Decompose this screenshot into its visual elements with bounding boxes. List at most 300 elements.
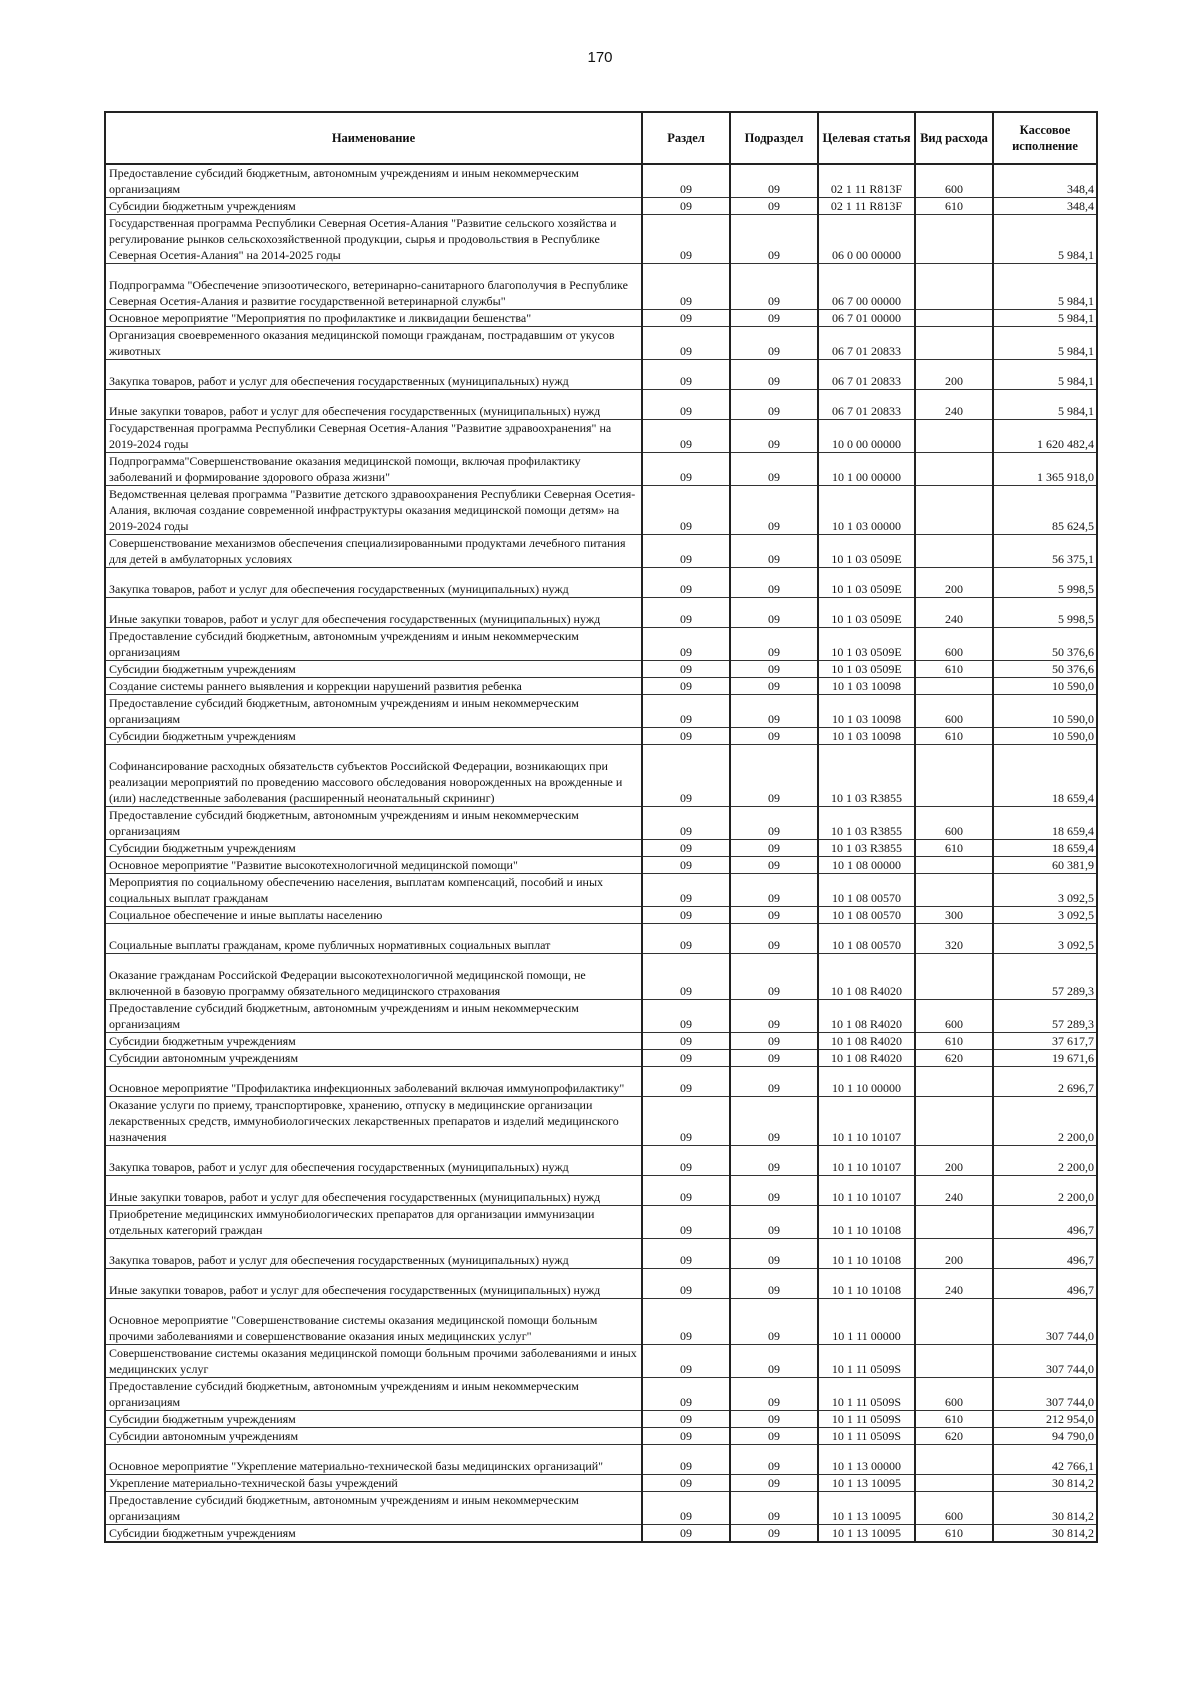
row-expense-type-cell: 300 — [915, 907, 993, 924]
table-row — [105, 215, 1097, 264]
row-subsection-cell: 09 — [730, 1269, 818, 1299]
row-amount-cell: 2 696,7 — [993, 1067, 1097, 1097]
row-section-cell: 09 — [642, 1239, 730, 1269]
row-amount-cell: 2 200,0 — [993, 1146, 1097, 1176]
table-body — [105, 164, 1097, 1542]
row-name-cell: Оказание услуги по приему, транспортировке, хранению, отпуску в медицинские организации лекарственных средств, иммунобиологических лекарственных препаратов и изделий медицинского назначения — [105, 1097, 642, 1146]
row-expense-type-cell: 600 — [915, 628, 993, 661]
row-expense-type-cell: 600 — [915, 1378, 993, 1411]
row-amount-cell: 3 092,5 — [993, 924, 1097, 954]
header-expense-type: Вид расхода — [915, 112, 993, 164]
row-expense-type-cell: 610 — [915, 840, 993, 857]
row-target-cell: 10 1 10 10107 — [818, 1146, 915, 1176]
row-amount-cell: 307 744,0 — [993, 1345, 1097, 1378]
row-section-cell: 09 — [642, 745, 730, 807]
row-expense-type-cell — [915, 453, 993, 486]
table-row — [105, 1475, 1097, 1492]
row-section-cell: 09 — [642, 486, 730, 535]
row-amount-cell: 85 624,5 — [993, 486, 1097, 535]
row-section-cell: 09 — [642, 215, 730, 264]
row-expense-type-cell: 200 — [915, 1239, 993, 1269]
row-subsection-cell: 09 — [730, 874, 818, 907]
table-row — [105, 678, 1097, 695]
row-name-cell: Основное мероприятие "Мероприятия по профилактике и ликвидации бешенства" — [105, 310, 642, 327]
row-expense-type-cell — [915, 215, 993, 264]
row-amount-cell: 42 766,1 — [993, 1445, 1097, 1475]
row-section-cell: 09 — [642, 598, 730, 628]
row-target-cell: 06 7 01 00000 — [818, 310, 915, 327]
row-name-cell: Субсидии автономным учреждениям — [105, 1050, 642, 1067]
row-subsection-cell: 09 — [730, 327, 818, 360]
row-target-cell: 10 1 08 R4020 — [818, 1033, 915, 1050]
row-section-cell: 09 — [642, 1492, 730, 1525]
row-subsection-cell: 09 — [730, 1097, 818, 1146]
row-section-cell: 09 — [642, 360, 730, 390]
header-target-item: Целевая статья — [818, 112, 915, 164]
row-amount-cell: 50 376,6 — [993, 628, 1097, 661]
row-expense-type-cell — [915, 857, 993, 874]
table-row — [105, 1525, 1097, 1543]
table-row — [105, 954, 1097, 1000]
row-target-cell: 06 7 01 20833 — [818, 360, 915, 390]
table-row — [105, 1411, 1097, 1428]
row-expense-type-cell: 240 — [915, 390, 993, 420]
table-row — [105, 1050, 1097, 1067]
row-name-cell: Субсидии бюджетным учреждениям — [105, 840, 642, 857]
row-amount-cell: 18 659,4 — [993, 840, 1097, 857]
row-name-cell: Субсидии бюджетным учреждениям — [105, 1525, 642, 1543]
table-row — [105, 164, 1097, 198]
row-subsection-cell: 09 — [730, 678, 818, 695]
row-amount-cell: 5 984,1 — [993, 310, 1097, 327]
row-subsection-cell: 09 — [730, 628, 818, 661]
row-target-cell: 02 1 11 R813F — [818, 198, 915, 215]
row-expense-type-cell: 610 — [915, 1033, 993, 1050]
row-target-cell: 10 1 03 0509E — [818, 628, 915, 661]
row-expense-type-cell: 610 — [915, 661, 993, 678]
row-amount-cell: 3 092,5 — [993, 907, 1097, 924]
row-amount-cell: 18 659,4 — [993, 745, 1097, 807]
row-target-cell: 10 1 13 10095 — [818, 1475, 915, 1492]
row-subsection-cell: 09 — [730, 598, 818, 628]
row-section-cell: 09 — [642, 840, 730, 857]
table-row — [105, 907, 1097, 924]
row-expense-type-cell: 600 — [915, 807, 993, 840]
row-amount-cell: 10 590,0 — [993, 678, 1097, 695]
row-section-cell: 09 — [642, 924, 730, 954]
row-subsection-cell: 09 — [730, 907, 818, 924]
row-expense-type-cell: 200 — [915, 360, 993, 390]
header-section: Раздел — [642, 112, 730, 164]
table-row — [105, 535, 1097, 568]
row-subsection-cell: 09 — [730, 924, 818, 954]
row-subsection-cell: 09 — [730, 1299, 818, 1345]
table-row — [105, 745, 1097, 807]
table-row — [105, 807, 1097, 840]
row-expense-type-cell — [915, 1299, 993, 1345]
row-target-cell: 10 1 03 R3855 — [818, 840, 915, 857]
row-amount-cell: 5 984,1 — [993, 360, 1097, 390]
row-section-cell: 09 — [642, 327, 730, 360]
budget-execution-table — [104, 111, 1098, 1543]
row-target-cell: 10 1 08 00570 — [818, 874, 915, 907]
row-section-cell: 09 — [642, 695, 730, 728]
row-expense-type-cell: 600 — [915, 164, 993, 198]
row-amount-cell: 10 590,0 — [993, 695, 1097, 728]
row-name-cell: Основное мероприятие "Профилактика инфекционных заболеваний включая иммунопрофилактику" — [105, 1067, 642, 1097]
row-name-cell: Основное мероприятие "Укрепление материально-технической базы медицинских организаций" — [105, 1445, 642, 1475]
row-name-cell: Софинансирование расходных обязательств субъектов Российской Федерации, возникающих при реализации мероприятий по проведению массового обследования новорожденных на врожденные и (или) наследственные заболевания (расширенный неонатальный скрининг) — [105, 745, 642, 807]
row-name-cell: Закупка товаров, работ и услуг для обеспечения государственных (муниципальных) нужд — [105, 1146, 642, 1176]
row-target-cell: 10 1 00 00000 — [818, 453, 915, 486]
row-target-cell: 10 1 11 00000 — [818, 1299, 915, 1345]
row-subsection-cell: 09 — [730, 1492, 818, 1525]
row-target-cell: 02 1 11 R813F — [818, 164, 915, 198]
table-row — [105, 1269, 1097, 1299]
row-target-cell: 10 1 03 10098 — [818, 728, 915, 745]
row-subsection-cell: 09 — [730, 857, 818, 874]
row-subsection-cell: 09 — [730, 1475, 818, 1492]
row-expense-type-cell — [915, 1345, 993, 1378]
row-amount-cell: 57 289,3 — [993, 954, 1097, 1000]
table-row — [105, 840, 1097, 857]
table-row — [105, 198, 1097, 215]
row-target-cell: 10 1 08 00570 — [818, 924, 915, 954]
header-name: Наименование — [105, 112, 642, 164]
row-section-cell: 09 — [642, 807, 730, 840]
row-subsection-cell: 09 — [730, 360, 818, 390]
row-target-cell: 06 7 00 00000 — [818, 264, 915, 310]
row-name-cell: Подпрограмма"Совершенствование оказания медицинской помощи, включая профилактику заболеваний и формирование здорового образа жизни" — [105, 453, 642, 486]
row-target-cell: 10 1 03 10098 — [818, 678, 915, 695]
row-target-cell: 10 1 11 0509S — [818, 1345, 915, 1378]
row-expense-type-cell: 620 — [915, 1050, 993, 1067]
row-target-cell: 10 1 10 10107 — [818, 1176, 915, 1206]
row-target-cell: 10 0 00 00000 — [818, 420, 915, 453]
row-amount-cell: 307 744,0 — [993, 1378, 1097, 1411]
row-target-cell: 10 1 11 0509S — [818, 1411, 915, 1428]
row-name-cell: Субсидии бюджетным учреждениям — [105, 728, 642, 745]
row-subsection-cell: 09 — [730, 420, 818, 453]
row-name-cell: Субсидии бюджетным учреждениям — [105, 661, 642, 678]
row-name-cell: Совершенствование системы оказания медицинской помощи больным прочими заболеваниями и иных медицинских услуг — [105, 1345, 642, 1378]
row-subsection-cell: 09 — [730, 840, 818, 857]
row-section-cell: 09 — [642, 1176, 730, 1206]
row-subsection-cell: 09 — [730, 1067, 818, 1097]
row-expense-type-cell: 610 — [915, 728, 993, 745]
header-subsection: Подраздел — [730, 112, 818, 164]
row-section-cell: 09 — [642, 1411, 730, 1428]
row-target-cell: 10 1 10 10108 — [818, 1269, 915, 1299]
table-row — [105, 1033, 1097, 1050]
row-section-cell: 09 — [642, 1345, 730, 1378]
row-target-cell: 10 1 03 R3855 — [818, 745, 915, 807]
row-target-cell: 10 1 03 10098 — [818, 695, 915, 728]
row-amount-cell: 30 814,2 — [993, 1525, 1097, 1543]
row-section-cell: 09 — [642, 1097, 730, 1146]
row-expense-type-cell: 240 — [915, 598, 993, 628]
row-amount-cell: 30 814,2 — [993, 1475, 1097, 1492]
row-subsection-cell: 09 — [730, 1239, 818, 1269]
table-row — [105, 1345, 1097, 1378]
row-expense-type-cell — [915, 310, 993, 327]
row-expense-type-cell — [915, 1475, 993, 1492]
row-amount-cell: 5 998,5 — [993, 598, 1097, 628]
row-amount-cell: 3 092,5 — [993, 874, 1097, 907]
table-row — [105, 264, 1097, 310]
row-expense-type-cell — [915, 1445, 993, 1475]
table-row — [105, 390, 1097, 420]
row-target-cell: 06 7 01 20833 — [818, 327, 915, 360]
table-row — [105, 360, 1097, 390]
row-expense-type-cell: 610 — [915, 1525, 993, 1543]
row-expense-type-cell: 600 — [915, 1000, 993, 1033]
table-row — [105, 874, 1097, 907]
row-amount-cell: 94 790,0 — [993, 1428, 1097, 1445]
row-subsection-cell: 09 — [730, 745, 818, 807]
row-amount-cell: 496,7 — [993, 1239, 1097, 1269]
row-subsection-cell: 09 — [730, 264, 818, 310]
row-amount-cell: 1 365 918,0 — [993, 453, 1097, 486]
row-subsection-cell: 09 — [730, 1206, 818, 1239]
table-row — [105, 1097, 1097, 1146]
table-row — [105, 453, 1097, 486]
row-name-cell: Иные закупки товаров, работ и услуг для обеспечения государственных (муниципальных) нужд — [105, 598, 642, 628]
row-name-cell: Укрепление материально-технической базы учреждений — [105, 1475, 642, 1492]
row-subsection-cell: 09 — [730, 1000, 818, 1033]
table-row — [105, 1176, 1097, 1206]
row-name-cell: Закупка товаров, работ и услуг для обеспечения государственных (муниципальных) нужд — [105, 1239, 642, 1269]
row-subsection-cell: 09 — [730, 695, 818, 728]
row-expense-type-cell — [915, 1067, 993, 1097]
row-name-cell: Субсидии бюджетным учреждениям — [105, 1411, 642, 1428]
row-section-cell: 09 — [642, 1428, 730, 1445]
row-section-cell: 09 — [642, 874, 730, 907]
row-section-cell: 09 — [642, 453, 730, 486]
row-subsection-cell: 09 — [730, 310, 818, 327]
table-row — [105, 486, 1097, 535]
table-row — [105, 568, 1097, 598]
row-section-cell: 09 — [642, 420, 730, 453]
row-section-cell: 09 — [642, 857, 730, 874]
row-target-cell: 10 1 03 R3855 — [818, 807, 915, 840]
row-section-cell: 09 — [642, 728, 730, 745]
row-name-cell: Ведомственная целевая программа "Развитие детского здравоохранения Республики Северная Осетия-Алания, включая создание современной инфраструктуры оказания медицинской помощи детям» на 2019-2024 годы — [105, 486, 642, 535]
row-name-cell: Создание системы раннего выявления и коррекции нарушений развития ребенка — [105, 678, 642, 695]
row-expense-type-cell — [915, 264, 993, 310]
table-row — [105, 1378, 1097, 1411]
row-section-cell: 09 — [642, 1000, 730, 1033]
row-name-cell: Закупка товаров, работ и услуг для обеспечения государственных (муниципальных) нужд — [105, 568, 642, 598]
row-target-cell: 06 0 00 00000 — [818, 215, 915, 264]
row-name-cell: Предоставление субсидий бюджетным, автономным учреждениям и иным некоммерческим организациям — [105, 1492, 642, 1525]
row-name-cell: Государственная программа Республики Северная Осетия-Алания "Развитие здравоохранения" на 2019-2024 годы — [105, 420, 642, 453]
row-amount-cell: 56 375,1 — [993, 535, 1097, 568]
table-row — [105, 310, 1097, 327]
row-section-cell: 09 — [642, 390, 730, 420]
row-name-cell: Совершенствование механизмов обеспечения специализированными продуктами лечебного питания для детей в амбулаторных условиях — [105, 535, 642, 568]
row-section-cell: 09 — [642, 1206, 730, 1239]
row-section-cell: 09 — [642, 661, 730, 678]
table-row — [105, 1146, 1097, 1176]
row-name-cell: Основное мероприятие "Развитие высокотехнологичной медицинской помощи" — [105, 857, 642, 874]
row-target-cell: 10 1 10 00000 — [818, 1067, 915, 1097]
row-target-cell: 10 1 10 10108 — [818, 1206, 915, 1239]
row-amount-cell: 10 590,0 — [993, 728, 1097, 745]
table-row — [105, 1000, 1097, 1033]
row-name-cell: Оказание гражданам Российской Федерации высокотехнологичной медицинской помощи, не включенной в базовую программу обязательного медицинского страхования — [105, 954, 642, 1000]
row-expense-type-cell — [915, 1097, 993, 1146]
row-subsection-cell: 09 — [730, 1411, 818, 1428]
row-subsection-cell: 09 — [730, 1428, 818, 1445]
row-target-cell: 10 1 13 10095 — [818, 1525, 915, 1543]
table-row — [105, 628, 1097, 661]
row-subsection-cell: 09 — [730, 661, 818, 678]
row-target-cell: 10 1 13 00000 — [818, 1445, 915, 1475]
row-subsection-cell: 09 — [730, 390, 818, 420]
table-row — [105, 1428, 1097, 1445]
row-expense-type-cell — [915, 874, 993, 907]
row-name-cell: Социальное обеспечение и иные выплаты населению — [105, 907, 642, 924]
header-cash-execution: Кассовое исполнение — [993, 112, 1097, 164]
row-section-cell: 09 — [642, 1269, 730, 1299]
row-amount-cell: 1 620 482,4 — [993, 420, 1097, 453]
row-subsection-cell: 09 — [730, 728, 818, 745]
row-target-cell: 06 7 01 20833 — [818, 390, 915, 420]
row-target-cell: 10 1 10 10108 — [818, 1239, 915, 1269]
table-row — [105, 857, 1097, 874]
row-name-cell: Иные закупки товаров, работ и услуг для обеспечения государственных (муниципальных) нужд — [105, 1176, 642, 1206]
row-name-cell: Предоставление субсидий бюджетным, автономным учреждениям и иным некоммерческим организациям — [105, 695, 642, 728]
row-subsection-cell: 09 — [730, 1176, 818, 1206]
table-row — [105, 924, 1097, 954]
row-target-cell: 10 1 08 R4020 — [818, 954, 915, 1000]
row-amount-cell: 5 984,1 — [993, 215, 1097, 264]
row-subsection-cell: 09 — [730, 1345, 818, 1378]
row-name-cell: Предоставление субсидий бюджетным, автономным учреждениям и иным некоммерческим организациям — [105, 1000, 642, 1033]
row-section-cell: 09 — [642, 1445, 730, 1475]
row-target-cell: 10 1 03 0509E — [818, 535, 915, 568]
row-name-cell: Субсидии автономным учреждениям — [105, 1428, 642, 1445]
row-target-cell: 10 1 03 0509E — [818, 598, 915, 628]
row-section-cell: 09 — [642, 164, 730, 198]
table-row — [105, 1239, 1097, 1269]
row-subsection-cell: 09 — [730, 1378, 818, 1411]
row-amount-cell: 37 617,7 — [993, 1033, 1097, 1050]
row-expense-type-cell — [915, 420, 993, 453]
row-name-cell: Подпрограмма "Обеспечение эпизоотического, ветеринарно-санитарного благополучия в Республике Северная Осетия-Алания и развитие государственной ветеринарной службы" — [105, 264, 642, 310]
row-name-cell: Государственная программа Республики Северная Осетия-Алания "Развитие сельского хозяйства и регулирование рынков сельскохозяйственной продукции, сырья и продовольствия в Республике Северная Осетия-Алания" на 2014-2025 годы — [105, 215, 642, 264]
row-expense-type-cell: 610 — [915, 198, 993, 215]
row-section-cell: 09 — [642, 1050, 730, 1067]
row-name-cell: Социальные выплаты гражданам, кроме публичных нормативных социальных выплат — [105, 924, 642, 954]
row-amount-cell: 212 954,0 — [993, 1411, 1097, 1428]
row-name-cell: Предоставление субсидий бюджетным, автономным учреждениям и иным некоммерческим организациям — [105, 164, 642, 198]
page-number: 170 — [587, 49, 613, 66]
row-name-cell: Мероприятия по социальному обеспечению населения, выплатам компенсаций, пособий и иных социальных выплат гражданам — [105, 874, 642, 907]
table-row — [105, 695, 1097, 728]
table-row — [105, 1492, 1097, 1525]
row-expense-type-cell: 600 — [915, 695, 993, 728]
row-section-cell: 09 — [642, 678, 730, 695]
row-amount-cell: 2 200,0 — [993, 1176, 1097, 1206]
row-section-cell: 09 — [642, 907, 730, 924]
row-section-cell: 09 — [642, 1067, 730, 1097]
row-section-cell: 09 — [642, 198, 730, 215]
row-name-cell: Иные закупки товаров, работ и услуг для обеспечения государственных (муниципальных) нужд — [105, 390, 642, 420]
row-section-cell: 09 — [642, 1146, 730, 1176]
row-section-cell: 09 — [642, 1033, 730, 1050]
row-section-cell: 09 — [642, 535, 730, 568]
row-subsection-cell: 09 — [730, 1050, 818, 1067]
row-section-cell: 09 — [642, 1299, 730, 1345]
row-amount-cell: 496,7 — [993, 1269, 1097, 1299]
table-row — [105, 420, 1097, 453]
row-section-cell: 09 — [642, 1378, 730, 1411]
row-expense-type-cell: 620 — [915, 1428, 993, 1445]
row-subsection-cell: 09 — [730, 486, 818, 535]
row-target-cell: 10 1 03 00000 — [818, 486, 915, 535]
row-amount-cell: 50 376,6 — [993, 661, 1097, 678]
row-subsection-cell: 09 — [730, 1445, 818, 1475]
row-amount-cell: 348,4 — [993, 164, 1097, 198]
row-amount-cell: 30 814,2 — [993, 1492, 1097, 1525]
table-row — [105, 598, 1097, 628]
row-name-cell: Организация своевременного оказания медицинской помощи гражданам, пострадавшим от укусов животных — [105, 327, 642, 360]
row-amount-cell: 19 671,6 — [993, 1050, 1097, 1067]
row-subsection-cell: 09 — [730, 453, 818, 486]
table-row — [105, 728, 1097, 745]
row-target-cell: 10 1 13 10095 — [818, 1492, 915, 1525]
row-amount-cell: 57 289,3 — [993, 1000, 1097, 1033]
row-subsection-cell: 09 — [730, 568, 818, 598]
row-subsection-cell: 09 — [730, 954, 818, 1000]
row-expense-type-cell — [915, 327, 993, 360]
table-header-row — [105, 112, 1097, 164]
row-expense-type-cell — [915, 745, 993, 807]
row-target-cell: 10 1 08 R4020 — [818, 1050, 915, 1067]
row-subsection-cell: 09 — [730, 215, 818, 264]
row-subsection-cell: 09 — [730, 164, 818, 198]
row-name-cell: Субсидии бюджетным учреждениям — [105, 198, 642, 215]
row-section-cell: 09 — [642, 1525, 730, 1543]
row-expense-type-cell: 240 — [915, 1176, 993, 1206]
row-name-cell: Иные закупки товаров, работ и услуг для обеспечения государственных (муниципальных) нужд — [105, 1269, 642, 1299]
row-expense-type-cell: 200 — [915, 568, 993, 598]
row-expense-type-cell — [915, 1206, 993, 1239]
row-subsection-cell: 09 — [730, 535, 818, 568]
table-row — [105, 1067, 1097, 1097]
row-expense-type-cell: 200 — [915, 1146, 993, 1176]
row-amount-cell: 60 381,9 — [993, 857, 1097, 874]
table-row — [105, 661, 1097, 678]
row-amount-cell: 5 984,1 — [993, 327, 1097, 360]
row-target-cell: 10 1 11 0509S — [818, 1378, 915, 1411]
row-expense-type-cell: 320 — [915, 924, 993, 954]
row-section-cell: 09 — [642, 628, 730, 661]
row-name-cell: Субсидии бюджетным учреждениям — [105, 1033, 642, 1050]
row-amount-cell: 5 984,1 — [993, 390, 1097, 420]
row-subsection-cell: 09 — [730, 1525, 818, 1543]
row-target-cell: 10 1 11 0509S — [818, 1428, 915, 1445]
row-section-cell: 09 — [642, 954, 730, 1000]
table-row — [105, 1206, 1097, 1239]
row-subsection-cell: 09 — [730, 1033, 818, 1050]
row-expense-type-cell — [915, 678, 993, 695]
row-name-cell: Приобретение медицинских иммунобиологических препаратов для организации иммунизации отдельных категорий граждан — [105, 1206, 642, 1239]
row-name-cell: Предоставление субсидий бюджетным, автономным учреждениям и иным некоммерческим организациям — [105, 1378, 642, 1411]
row-expense-type-cell — [915, 535, 993, 568]
